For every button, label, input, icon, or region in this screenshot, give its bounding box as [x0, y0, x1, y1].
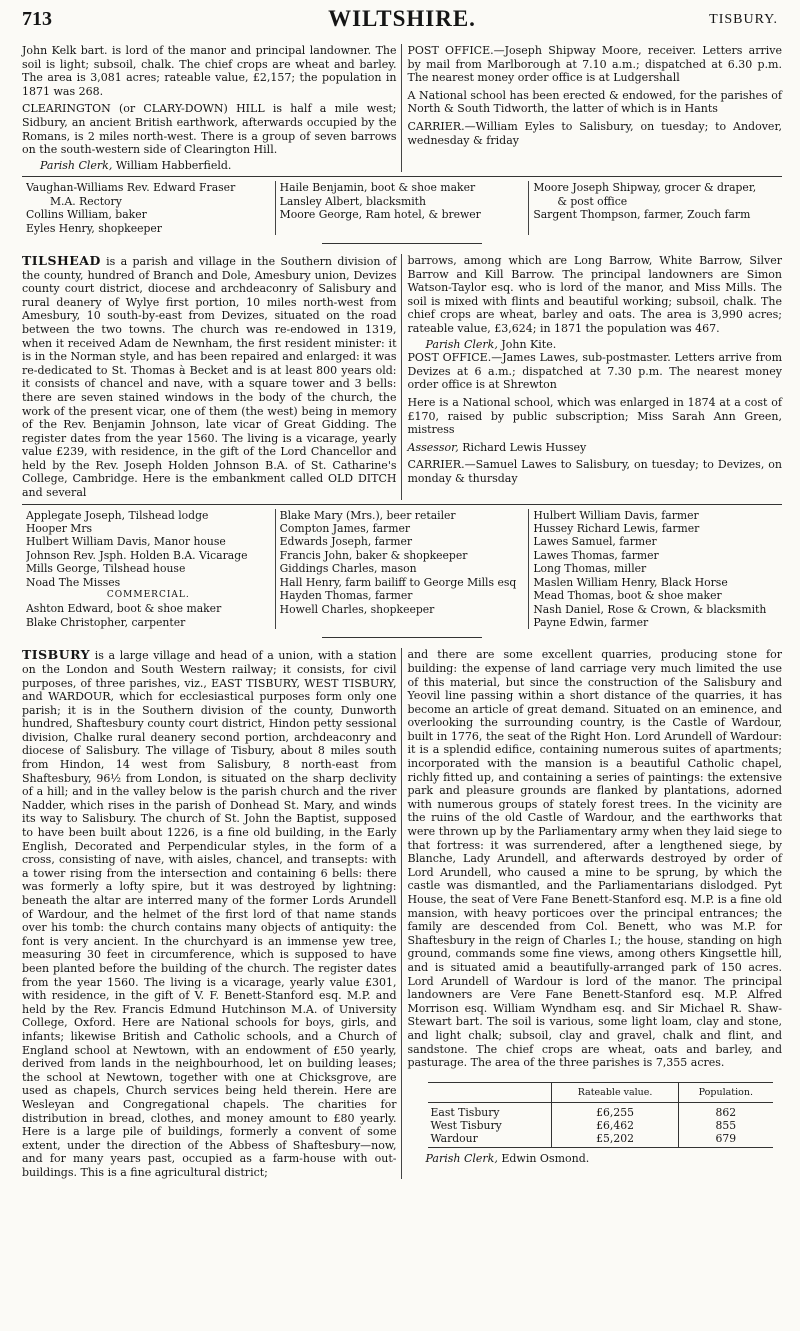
- directory-entry: Mead Thomas, boot & shoe maker: [533, 589, 722, 603]
- tisbury-description: [22, 648, 397, 1179]
- directory-entry: Hayden Thomas, farmer: [279, 589, 413, 603]
- section-tisbury: [22, 648, 782, 1179]
- directory-entry: Blake Mary (Mrs.), beer retailer: [279, 508, 456, 522]
- tilshead-text: is a parish and village in the Southern division of the county, hundred of Branch and Dole, Amesbury union, Devizes county court district, diocese and archdeaconry of Salisbury and rural deanery of Wylye first portion, 10 miles north-west from Amesbury, 10 south-by-east from Devizes, situated on the road between the two towns. The church was re-endowed in 1319, when it received Adam de Newnham, the first resident minister: it is in the Norman style, and has been repaired and enlarged: it was re-dedicated to St. Thomas à Becket and is at least 800 years old: it consists of chancel and nave, with a square tower and 3 bells: there are seven stained windows in the body of the church, the work of the present vicar, one of them (the west) being in memory of the Rev. Benjamin Johnson, late vicar of Great Gidding. The register dates from the year 1560. The living is a vicarage, yearly value £239, with residence, in the gift of the Lord Chancellor and held by the Rev. Joseph Holden Johnson B.A. of St. Catharine's College, Cambridge. Here is the embankment called OLD DITCH and several: [22, 254, 397, 500]
- tilshead-left-column: [22, 254, 402, 500]
- section1-right-column: [408, 44, 783, 172]
- county-title: WILTSHIRE.: [328, 6, 476, 31]
- directory-entry: Applegate Joseph, Tilshead lodge: [26, 508, 209, 522]
- table-cell-value: £5,202: [551, 1132, 678, 1148]
- manor-paragraph: John Kelk bart. is lord of the manor and principal landowner. The soil is light; subsoil, chalk. The chief crops are wheat and barley. The area is 3,081 acres; rateable value, £2,157; the population in 1871 was 268.: [22, 44, 397, 98]
- clerk-name: Edwin Osmond.: [501, 1151, 590, 1165]
- population-table: [428, 1082, 773, 1148]
- clerk-label: Parish Clerk,: [40, 158, 113, 172]
- school-paragraph: Here is a National school, which was enlarged in 1874 at a cost of £170, raised by public subscription; Miss Sarah Ann Green, mistress: [407, 395, 782, 437]
- table-header: Rateable value.: [551, 1082, 678, 1102]
- directory-entry: Howell Charles, shopkeeper: [279, 602, 435, 616]
- tisbury-continued: and there are some excellent quarries, producing stone for building: the expense of land carriage very much limited the use of this material, but since the construction of the Salisbury and Yeovil line passing within a short distance of the quarries, it has become an article of great demand. Situated on an eminence, and overlooking the surrounding country, is the Castle of Wardour, built in 1776, the seat of the Right Hon. Lord Arundell of Wardour: it is a splendid edifice, containing numerous suites of apartments; incorporated with the mansion is a beautiful Catholic chapel, richly fitted up, and containing a series of paintings: the extensive park and pleasure grounds are flanked by plantations, adorned with numerous groups of stately forest trees. In the vicinity are the ruins of the old Castle of Wardour, and the earthworks that were thrown up by the Parliamentary army when they laid siege to that fortress: it was surrendered, after a lengthened siege, by Blanche, Lady Arundell, and afterwards destroyed by order of Lord Arundell, who caused a mine to be sprung, by which the castle was dismantled, and the Parliamentarians dislodged. Pyt House, the seat of Vere Fane Benett-Stanford esq. M.P. is a fine old mansion, with heavy porticoes over the principal entrances; the family are descended from Col. Benett, who was M.P. for Shaftesbury in the reign of Charles I.; the house, standing on high ground, commands some fine views, among others Kingsettle hill, and is situated amid a beautifully-arranged park of 150 acres. Lord Arundell of Wardour is lord of the manor. The principal landowners are Vere Fane Benett-Stanford esq. M.P. Alfred Morrison esq. William Wyndham esq. and Sir Michael R. Shaw-Stewart bart. The soil is various, some light loam, clay and stone, and light chalk; subsoil, clay and gravel, chalk and flint, and sandstone. The chief crops are wheat, oats and barley, and pasturage. The area of the three parishes is 7,355 acres.: [407, 648, 782, 1070]
- directory-entry: Hall Henry, farm bailiff to George Mills esq: [279, 575, 517, 589]
- page-number: 713: [22, 8, 52, 30]
- table-cell-place: West Tisbury: [428, 1119, 552, 1132]
- directory-entry: Hulbert William Davis, farmer: [533, 508, 699, 522]
- directory-entry: Vaughan-Williams Rev. Edward Fraser: [26, 181, 236, 195]
- directory-entry: Hulbert William Davis, Manor house: [26, 535, 226, 549]
- directory-entry: Haile Benjamin, boot & shoe maker: [279, 181, 476, 195]
- directory-column: [22, 509, 275, 630]
- page-header: [22, 6, 782, 44]
- tilshead-continued: barrows, among which are Long Barrow, White Barrow, Silver Barrow and Kill Barrow. The principal landowners are Simon Watson-Taylor esq. who is lord of the manor, and Miss Mills. The soil is mixed with flints and beautiful working; subsoil, chalk. The chief crops are wheat, barley and oats. The area is 3,990 acres; rateable value, £3,624; in 1871 the population was 467.: [407, 253, 782, 335]
- post-office-paragraph: POST OFFICE.—James Lawes, sub-postmaster. Letters arrive from Devizes at 6 a.m.; dispatched at 7.30 p.m. The nearest money order office is at Shrewton: [407, 351, 782, 392]
- directory-entry: & post office: [557, 194, 628, 208]
- directory-entry: Lawes Samuel, farmer: [533, 535, 657, 549]
- table-cell-place: East Tisbury: [428, 1102, 552, 1119]
- clerk-label: Parish Clerk,: [425, 1151, 498, 1165]
- parish-clerk: [426, 338, 783, 352]
- section1-left-column: [22, 44, 402, 172]
- tisbury-text: is a large village and head of a union, with a station on the London and South Western railway; it consists, for civil purposes, of three parishes, viz., EAST TISBURY, WEST TISBURY, and WARDOUR, which for ecclesiastical purposes form only one parish; it is in the Southern division of the county, Dunworth hundred, Shaftesbury county court district, Hindon petty sessional division, Chalke rural deanery second portion, archdeaconry and diocese of Salisbury. The village of Tisbury, about 8 miles south from Hindon, 14 west from Salisbury, 8 north-east from Shaftesbury, 96½ from London, is situated on the sharp declivity of a hill; and in the valley below is the parish church and the river Nadder, which rises in the parish of Donhead St. Mary, and winds its way to Salisbury. The church of St. John the Baptist, supposed to have been built about 1226, is a fine old building, in the Early English, Decorated and Perpendicular styles, in the form of a cross, consisting of nave, with aisles, chancel, and transepts: with a tower rising from the intersection and containing 6 bells: there was formerly a lofty spire, but it was destroyed by lightning: beneath the altar are interred many of the former Lords Arundell of Wardour, and the helmet of the first lord of that name stands over his tomb: the church contains many objects of antiquity: the font is very ancient. In the churchyard is an immense yew tree, measuring 30 feet in circumference, which is supposed to have been planted before the building of the church. The register dates from the year 1560. The living is a vicarage, yearly value £301, with residence, in the gift of V. F. Benett-Stanford esq. M.P. and held by the Rev. Francis Edmund Hutchinson M.A. of University College, Oxford. Here are National schools for boys, girls, and infants; likewise British and Catholic schools, and a Church of England school at Newtown, with an endowment of £50 yearly, derived from lands in the neighbourhood, let on building leases; the school at Newtown, together with one at Chicksgrove, are used as chapels, Church services being held therein. Here are Wesleyan and Congregational chapels. The charities for distribution in bread, clothes, and money amount to £80 yearly. Here is a large pile of buildings, formerly a convent of some extent, under the direction of the Abbess of Shaftesbury—now, and for many years past, occupied as a farm-house with out-buildings. This is a fine agricultural district;: [22, 649, 397, 1179]
- running-place: TISBURY.: [709, 12, 778, 27]
- section-divider: [322, 637, 482, 638]
- parish-clerk: [426, 1152, 783, 1166]
- table-row: [428, 1102, 773, 1119]
- directory-column: [528, 509, 782, 630]
- table-cell-value: £6,462: [551, 1119, 678, 1132]
- tisbury-right-column: [408, 648, 783, 1179]
- section1-directory: [22, 181, 782, 235]
- tilshead-directory: [22, 509, 782, 630]
- directory-entry: Mills George, Tilshead house: [26, 562, 186, 576]
- directory-entry: Lansley Albert, blacksmith: [279, 194, 426, 208]
- directory-entry: Nash Daniel, Rose & Crown, & blacksmith: [533, 602, 767, 616]
- directory-entry: Payne Edwin, farmer: [533, 615, 649, 629]
- directory-entry: Giddings Charles, mason: [279, 562, 417, 576]
- directory-entry: Edwards Joseph, farmer: [279, 535, 413, 549]
- divider: [22, 176, 782, 177]
- directory-entry: Collins William, baker: [26, 208, 147, 222]
- directory-column: [528, 181, 782, 235]
- directory-entry: Lawes Thomas, farmer: [533, 548, 659, 562]
- table-header-blank: [428, 1082, 552, 1102]
- table-cell-population: 862: [715, 1105, 737, 1119]
- tilshead-description: [22, 254, 397, 500]
- directory-entry: M.A. Rectory: [50, 194, 122, 208]
- table-row: [428, 1119, 773, 1132]
- directory-column: [22, 181, 275, 235]
- directory-entry: Moore Joseph Shipway, grocer & draper,: [533, 181, 757, 195]
- assessor-line: [408, 441, 783, 455]
- parish-clerk: [40, 159, 397, 173]
- clerk-name: John Kite.: [501, 337, 557, 351]
- directory-column: [275, 181, 529, 235]
- directory-entry: Noad The Misses: [26, 575, 121, 589]
- directory-entry: Long Thomas, miller: [533, 562, 647, 576]
- carrier-paragraph: CARRIER.—Samuel Lawes to Salisbury, on tuesday; to Devizes, on monday & thursday: [407, 458, 782, 485]
- divider: [22, 504, 782, 505]
- directory-entry: Ashton Edward, boot & shoe maker: [26, 602, 222, 616]
- table-header: Population.: [679, 1082, 773, 1102]
- table-cell-value: £6,255: [551, 1102, 678, 1119]
- directory-entry: Blake Christopher, carpenter: [26, 615, 186, 629]
- section-tilshead: [22, 254, 782, 500]
- tisbury-heading: TISBURY: [22, 647, 91, 663]
- table-row: [428, 1132, 773, 1148]
- table-cell-place: Wardour: [428, 1132, 552, 1148]
- directory-entry: Hooper Mrs: [26, 522, 93, 536]
- tisbury-left-column: [22, 648, 402, 1179]
- directory-entry: Johnson Rev. Jsph. Holden B.A. Vicarage: [26, 548, 248, 562]
- directory-entry: Eyles Henry, shopkeeper: [26, 221, 162, 235]
- directory-entry: Maslen William Henry, Black Horse: [533, 575, 728, 589]
- clerk-name: William Habberfield.: [115, 158, 232, 172]
- table-cell-population: 855: [715, 1118, 737, 1132]
- assessor-label: Assessor,: [407, 440, 459, 454]
- section-divider: [322, 243, 482, 244]
- directory-column: [275, 509, 529, 630]
- assessor-name: Richard Lewis Hussey: [462, 440, 587, 454]
- directory-entry: Compton James, farmer: [279, 522, 410, 536]
- tilshead-right-column: [408, 254, 783, 500]
- clearington-paragraph: CLEARINGTON (or CLARY-DOWN) HILL is half a mile west; Sidbury, an ancient British earthwork, afterwards occupied by the Romans, is 2 miles north-west. There is a group of seven barrows on the south-western side of Clearington Hill.: [22, 102, 397, 157]
- commercial-subheading: COMMERCIAL.: [106, 590, 190, 601]
- directory-entry: Moore George, Ram hotel, & brewer: [279, 208, 481, 222]
- directory-entry: Hussey Richard Lewis, farmer: [533, 522, 700, 536]
- table-cell-population: 679: [679, 1132, 773, 1148]
- post-office-paragraph: POST OFFICE.—Joseph Shipway Moore, receiver. Letters arrive by mail from Marlborough at 7.10 a.m.; dispatched at 6.30 p.m. The nearest money order office is at Ludgershall: [407, 44, 782, 85]
- school-paragraph: A National school has been erected & endowed, for the parishes of North & South Tidworth, the latter of which is in Hants: [407, 88, 782, 116]
- clerk-label: Parish Clerk,: [425, 337, 498, 351]
- carrier-paragraph: CARRIER.—William Eyles to Salisbury, on tuesday; to Andover, wednesday & friday: [407, 119, 782, 147]
- tilshead-heading: TILSHEAD: [22, 252, 101, 268]
- section-prev-parish: [22, 44, 782, 172]
- directory-entry: Francis John, baker & shopkeeper: [279, 548, 468, 562]
- directory-entry: Sargent Thompson, farmer, Zouch farm: [533, 208, 751, 222]
